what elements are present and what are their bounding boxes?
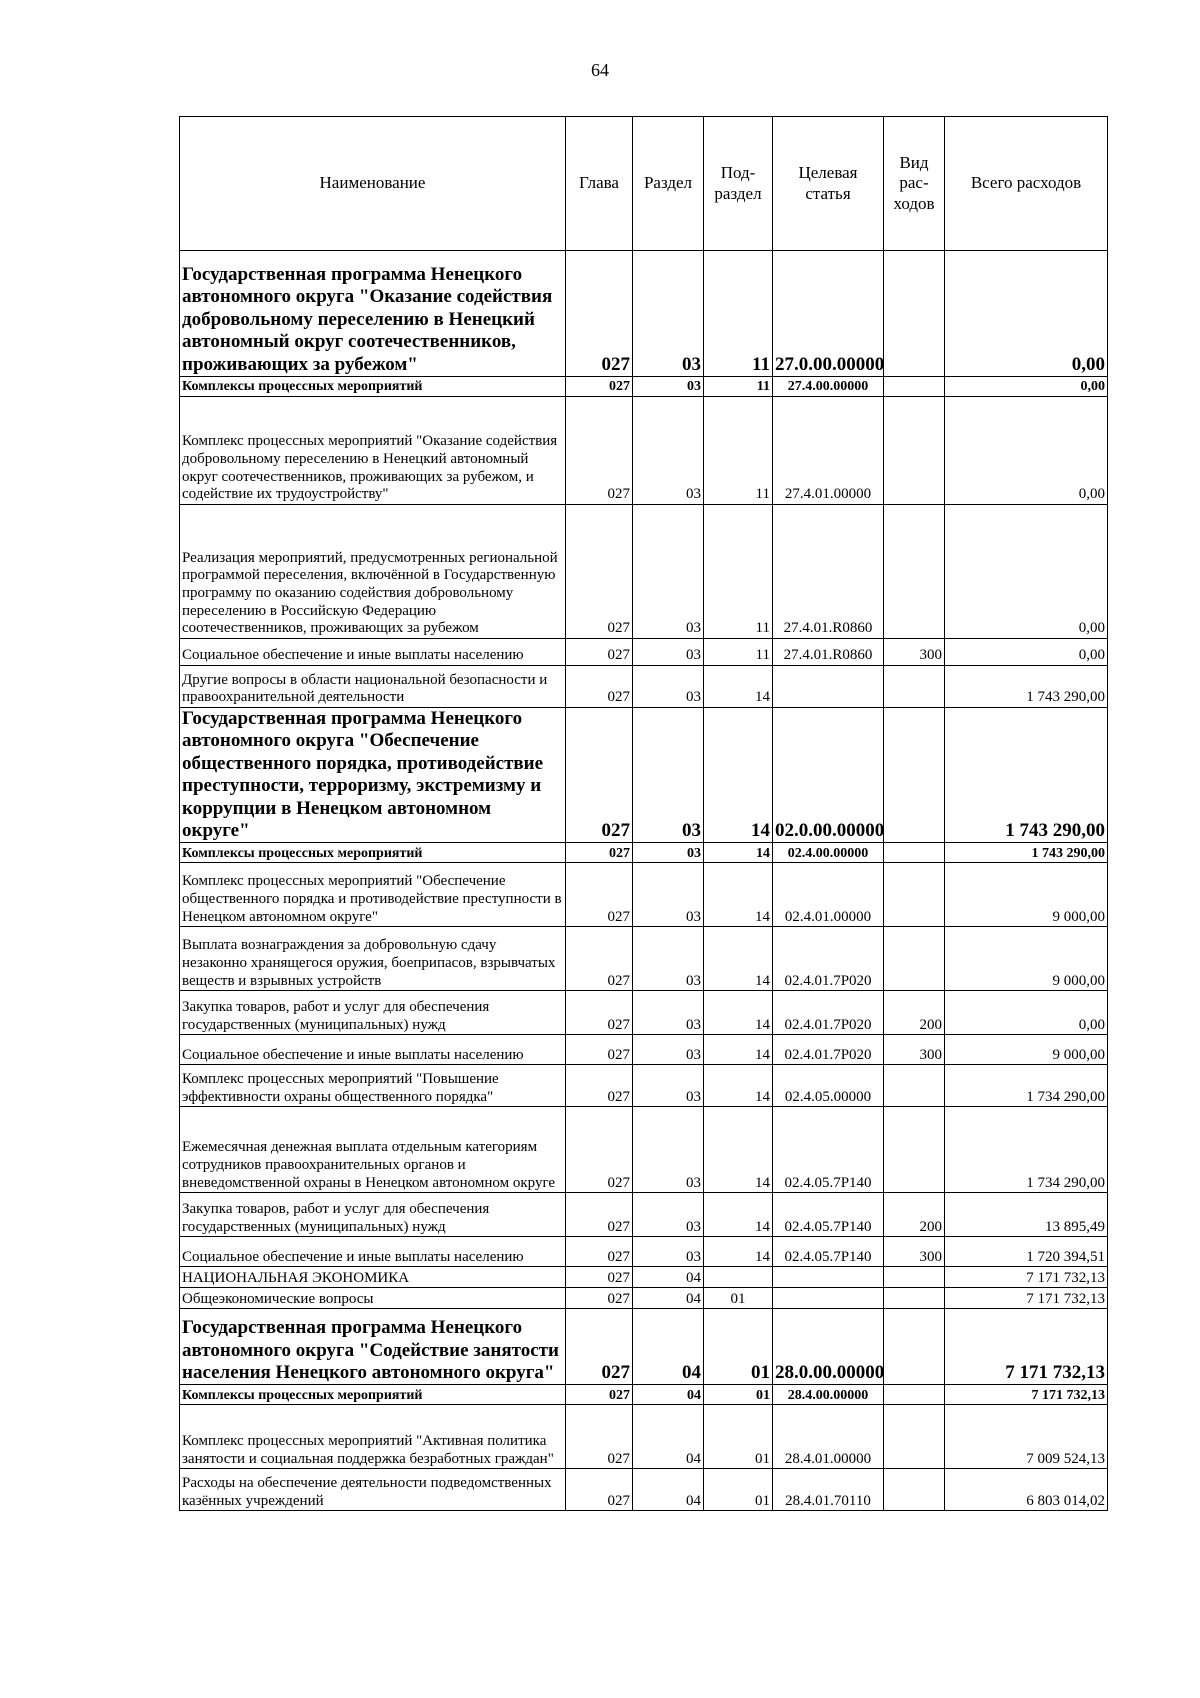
row-glava: 027 (566, 666, 633, 708)
table-header-row (180, 117, 1108, 251)
row-target (773, 1288, 884, 1309)
row-vid (884, 843, 945, 863)
row-name: Реализация мероприятий, предусмотренных региональной программой переселения, включённой в Государственную программу по оказанию содействия добровольному переселению в Российскую Федерацию соотечественников, проживающих за рубежом (180, 505, 566, 639)
row-razdel: 03 (633, 505, 704, 639)
row-vid (884, 1267, 945, 1288)
row-name: Государственная программа Ненецкого автономного округа "Содействие занятости населения Ненецкого автономного округа" (180, 1309, 566, 1385)
table-row (180, 927, 1108, 991)
row-glava: 027 (566, 1237, 633, 1267)
row-podrazdel: 11 (704, 639, 773, 666)
row-glava: 027 (566, 1065, 633, 1107)
row-razdel: 03 (633, 666, 704, 708)
row-glava: 027 (566, 505, 633, 639)
table-row (180, 843, 1108, 863)
row-name: Государственная программа Ненецкого автономного округа "Оказание содействия добровольному переселению в Ненецкий автономный округ соотечественников, проживающих за рубежом" (180, 251, 566, 377)
row-podrazdel: 14 (704, 1035, 773, 1065)
row-vid: 300 (884, 639, 945, 666)
row-glava: 027 (566, 639, 633, 666)
row-total: 1 743 290,00 (945, 708, 1108, 843)
row-target: 28.4.00.00000 (773, 1385, 884, 1405)
row-razdel: 03 (633, 708, 704, 843)
row-total: 7 171 732,13 (945, 1288, 1108, 1309)
row-name: Комплекс процессных мероприятий "Повышение эффективности охраны общественного порядка" (180, 1065, 566, 1107)
row-podrazdel: 11 (704, 251, 773, 377)
table-row (180, 397, 1108, 505)
row-podrazdel: 14 (704, 708, 773, 843)
row-target: 02.4.05.7P140 (773, 1237, 884, 1267)
row-target: 02.4.01.7P020 (773, 991, 884, 1035)
row-name: Социальное обеспечение и иные выплаты населению (180, 1237, 566, 1267)
row-podrazdel: 14 (704, 991, 773, 1035)
row-total: 7 171 732,13 (945, 1385, 1108, 1405)
row-name: Закупка товаров, работ и услуг для обеспечения государственных (муниципальных) нужд (180, 1193, 566, 1237)
row-glava: 027 (566, 1193, 633, 1237)
row-podrazdel: 01 (704, 1469, 773, 1511)
row-target: 02.4.01.7P020 (773, 1035, 884, 1065)
page-number: 64 (591, 60, 609, 80)
table-row (180, 1035, 1108, 1065)
row-name: НАЦИОНАЛЬНАЯ ЭКОНОМИКА (180, 1267, 566, 1288)
row-podrazdel: 14 (704, 1065, 773, 1107)
row-vid (884, 1107, 945, 1193)
table-row (180, 708, 1108, 843)
row-total: 7 171 732,13 (945, 1309, 1108, 1385)
row-razdel: 03 (633, 1237, 704, 1267)
row-total: 9 000,00 (945, 863, 1108, 927)
table-row (180, 1288, 1108, 1309)
row-razdel: 03 (633, 1065, 704, 1107)
row-razdel: 03 (633, 863, 704, 927)
row-razdel: 03 (633, 1035, 704, 1065)
row-name: Ежемесячная денежная выплата отдельным категориям сотрудников правоохранительных органов и вневедомственной охраны в Ненецком автономном округе (180, 1107, 566, 1193)
row-vid: 300 (884, 1237, 945, 1267)
row-target (773, 1267, 884, 1288)
row-target: 27.4.00.00000 (773, 377, 884, 397)
row-vid (884, 1385, 945, 1405)
row-total: 9 000,00 (945, 1035, 1108, 1065)
row-glava: 027 (566, 251, 633, 377)
row-podrazdel: 01 (704, 1385, 773, 1405)
table-row (180, 1237, 1108, 1267)
row-total: 0,00 (945, 397, 1108, 505)
row-razdel: 03 (633, 397, 704, 505)
row-total: 1 720 394,51 (945, 1237, 1108, 1267)
row-vid: 200 (884, 1193, 945, 1237)
table-row (180, 251, 1108, 377)
row-total: 0,00 (945, 505, 1108, 639)
row-vid: 200 (884, 991, 945, 1035)
row-vid (884, 1309, 945, 1385)
row-name: Общеэкономические вопросы (180, 1288, 566, 1309)
header-target (773, 117, 884, 251)
row-razdel: 04 (633, 1309, 704, 1385)
table-row (180, 505, 1108, 639)
row-vid (884, 505, 945, 639)
header-target-line1: Целевая (798, 163, 858, 183)
row-target: 27.4.01.R0860 (773, 505, 884, 639)
header-podrazdel-line1: Под- (720, 163, 756, 183)
row-name: Закупка товаров, работ и услуг для обеспечения государственных (муниципальных) нужд (180, 991, 566, 1035)
row-total: 1 734 290,00 (945, 1065, 1108, 1107)
row-target: 02.4.05.7P140 (773, 1193, 884, 1237)
row-glava: 027 (566, 1107, 633, 1193)
row-total: 7 171 732,13 (945, 1267, 1108, 1288)
row-podrazdel: 11 (704, 505, 773, 639)
row-target: 28.4.01.00000 (773, 1405, 884, 1469)
row-razdel: 03 (633, 1193, 704, 1237)
table-row (180, 1385, 1108, 1405)
table-row (180, 1309, 1108, 1385)
table-row (180, 1065, 1108, 1107)
row-total: 7 009 524,13 (945, 1405, 1108, 1469)
row-razdel: 04 (633, 1385, 704, 1405)
row-podrazdel: 01 (704, 1405, 773, 1469)
row-razdel: 03 (633, 639, 704, 666)
row-podrazdel: 14 (704, 927, 773, 991)
header-glava: Глава (566, 117, 633, 251)
row-razdel: 04 (633, 1267, 704, 1288)
header-vid-line2: рас- (899, 173, 929, 193)
header-target-line2: статья (805, 183, 851, 203)
row-razdel: 03 (633, 251, 704, 377)
table-row (180, 991, 1108, 1035)
row-name: Комплексы процессных мероприятий (180, 843, 566, 863)
row-glava: 027 (566, 863, 633, 927)
table-row (180, 1107, 1108, 1193)
row-vid (884, 666, 945, 708)
row-name: Другие вопросы в области национальной безопасности и правоохранительной деятельности (180, 666, 566, 708)
table-row (180, 1405, 1108, 1469)
row-razdel: 04 (633, 1405, 704, 1469)
row-vid (884, 1288, 945, 1309)
header-name: Наименование (180, 117, 566, 251)
row-glava: 027 (566, 1267, 633, 1288)
row-podrazdel: 14 (704, 1193, 773, 1237)
row-razdel: 03 (633, 377, 704, 397)
row-total: 0,00 (945, 377, 1108, 397)
header-podrazdel (704, 117, 773, 251)
row-podrazdel: 11 (704, 397, 773, 505)
row-target: 02.4.00.00000 (773, 843, 884, 863)
header-vid (884, 117, 945, 251)
row-target: 27.4.01.R0860 (773, 639, 884, 666)
row-total: 1 743 290,00 (945, 666, 1108, 708)
row-glava: 027 (566, 397, 633, 505)
row-target: 02.4.05.00000 (773, 1065, 884, 1107)
header-total: Всего расходов (945, 117, 1108, 251)
row-name: Государственная программа Ненецкого автономного округа "Обеспечение общественного порядка, противодействие преступности, терроризму, экстремизму и коррупции в Ненецком автономном округе" (180, 708, 566, 843)
row-podrazdel: 14 (704, 666, 773, 708)
row-razdel: 04 (633, 1469, 704, 1511)
row-vid (884, 397, 945, 505)
row-glava: 027 (566, 1035, 633, 1065)
row-razdel: 03 (633, 991, 704, 1035)
row-glava: 027 (566, 1309, 633, 1385)
row-name: Социальное обеспечение и иные выплаты населению (180, 639, 566, 666)
table-row (180, 1469, 1108, 1511)
row-name: Социальное обеспечение и иные выплаты населению (180, 1035, 566, 1065)
row-target: 02.4.01.7P020 (773, 927, 884, 991)
row-total: 0,00 (945, 251, 1108, 377)
row-name: Комплекс процессных мероприятий "Обеспечение общественного порядка и противодействие преступности в Ненецком автономном округе" (180, 863, 566, 927)
row-target: 02.4.01.00000 (773, 863, 884, 927)
row-name: Комплексы процессных мероприятий (180, 1385, 566, 1405)
row-total: 9 000,00 (945, 927, 1108, 991)
row-razdel: 03 (633, 927, 704, 991)
row-razdel: 03 (633, 1107, 704, 1193)
row-podrazdel: 01 (704, 1309, 773, 1385)
row-glava: 027 (566, 377, 633, 397)
row-name: Расходы на обеспечение деятельности подведомственных казённых учреждений (180, 1469, 566, 1511)
table-row (180, 1267, 1108, 1288)
row-vid (884, 251, 945, 377)
row-name: Комплексы процессных мероприятий (180, 377, 566, 397)
table-row (180, 1193, 1108, 1237)
row-vid (884, 1405, 945, 1469)
table-row (180, 863, 1108, 927)
row-podrazdel: 14 (704, 1237, 773, 1267)
row-podrazdel: 14 (704, 843, 773, 863)
row-target: 28.4.01.70110 (773, 1469, 884, 1511)
budget-table (179, 116, 1108, 1511)
table-row (180, 639, 1108, 666)
row-target: 02.4.05.7P140 (773, 1107, 884, 1193)
row-total: 0,00 (945, 991, 1108, 1035)
header-vid-line3: ходов (893, 193, 935, 213)
header-podrazdel-line2: раздел (714, 183, 762, 203)
row-total: 13 895,49 (945, 1193, 1108, 1237)
row-name: Выплата вознаграждения за добровольную сдачу незаконно хранящегося оружия, боеприпасов, взрывчатых веществ и взрывных устройств (180, 927, 566, 991)
row-glava: 027 (566, 927, 633, 991)
row-razdel: 03 (633, 843, 704, 863)
row-razdel: 04 (633, 1288, 704, 1309)
row-glava: 027 (566, 843, 633, 863)
row-vid (884, 927, 945, 991)
row-target: 02.0.00.00000 (773, 708, 884, 843)
row-podrazdel: 14 (704, 863, 773, 927)
row-total: 1 743 290,00 (945, 843, 1108, 863)
row-podrazdel: 14 (704, 1107, 773, 1193)
row-vid (884, 863, 945, 927)
row-target: 27.0.00.00000 (773, 251, 884, 377)
row-total: 1 734 290,00 (945, 1107, 1108, 1193)
table-row (180, 377, 1108, 397)
row-glava: 027 (566, 1385, 633, 1405)
row-vid (884, 708, 945, 843)
row-vid: 300 (884, 1035, 945, 1065)
row-glava: 027 (566, 1469, 633, 1511)
row-total: 6 803 014,02 (945, 1469, 1108, 1511)
row-podrazdel (704, 1267, 773, 1288)
row-glava: 027 (566, 1405, 633, 1469)
row-name: Комплекс процессных мероприятий "Активная политика занятости и социальная поддержка безработных граждан" (180, 1405, 566, 1469)
row-podrazdel: 01 (704, 1288, 773, 1309)
row-glava: 027 (566, 991, 633, 1035)
row-target: 28.0.00.00000 (773, 1309, 884, 1385)
header-razdel: Раздел (633, 117, 704, 251)
row-podrazdel: 11 (704, 377, 773, 397)
row-vid (884, 377, 945, 397)
table-row (180, 666, 1108, 708)
row-name: Комплекс процессных мероприятий "Оказание содействия добровольному переселению в Ненецкий автономный округ соотечественников, проживающих за рубежом, и содействие их трудоустройству" (180, 397, 566, 505)
row-glava: 027 (566, 708, 633, 843)
row-glava: 027 (566, 1288, 633, 1309)
row-vid (884, 1065, 945, 1107)
row-vid (884, 1469, 945, 1511)
row-total: 0,00 (945, 639, 1108, 666)
row-target (773, 666, 884, 708)
header-vid-line1: Вид (899, 153, 929, 173)
row-target: 27.4.01.00000 (773, 397, 884, 505)
